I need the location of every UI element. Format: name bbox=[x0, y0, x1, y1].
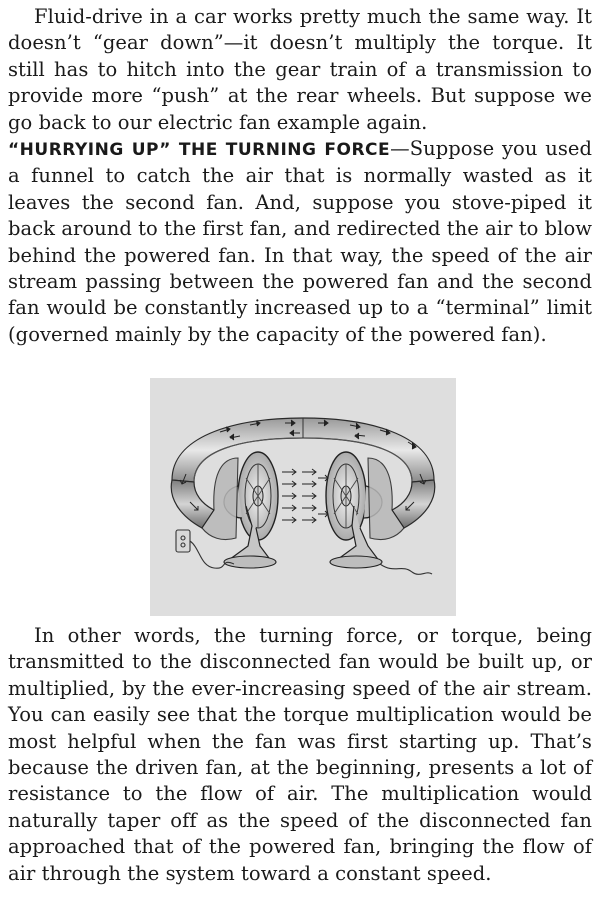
section-heading: “HURRYING UP” THE TURNING FORCE bbox=[8, 140, 391, 161]
fan-torus-drawing bbox=[150, 378, 456, 616]
page-text-top bbox=[8, 4, 592, 348]
fan-torus-illustration bbox=[150, 378, 456, 616]
air-stream-arrows bbox=[282, 469, 328, 523]
right-funnel bbox=[368, 458, 404, 540]
paragraph-other-words: In other words, the turning force, or torque, being transmitted to the disconnected fan would be built up, or multiplied, by the ever-increasing speed of the air stream. You can easily see that the torque multiplication would be most helpful when the fan was first starting up. That’s because the driven fan, at the beginning, presents a lot of resistance to the flow of air. The multiplication would naturally taper off as the speed of the disconnected fan approached that of the powered fan, bringing the flow of air through the system toward a constant speed. bbox=[8, 624, 592, 885]
power-cord-right bbox=[380, 564, 432, 574]
paragraph-hurrying-up bbox=[8, 136, 592, 348]
paragraph-fluid-drive: Fluid-drive in a car works pretty much the same way. It doesn’t “gear down”—it doesn’t multiply the torque. It still has to hitch into the gear train of a transmission to provide more “push” at the rear wheels. But suppose we go back to our electric fan example again. bbox=[8, 5, 592, 134]
left-funnel bbox=[202, 458, 238, 540]
paragraph-hurrying-up-body: —Suppose you used a funnel to catch the air that is normally wasted as it leaves the second fan. And, suppose you stove-piped it back around to the first fan, and redirected the air to blow behind the powered fan. In that way, the speed of the air stream passing between the powered fan and the second fan would be constantly increased up to a “terminal” limit (governed mainly by the capacity of the powered fan). bbox=[8, 137, 592, 346]
